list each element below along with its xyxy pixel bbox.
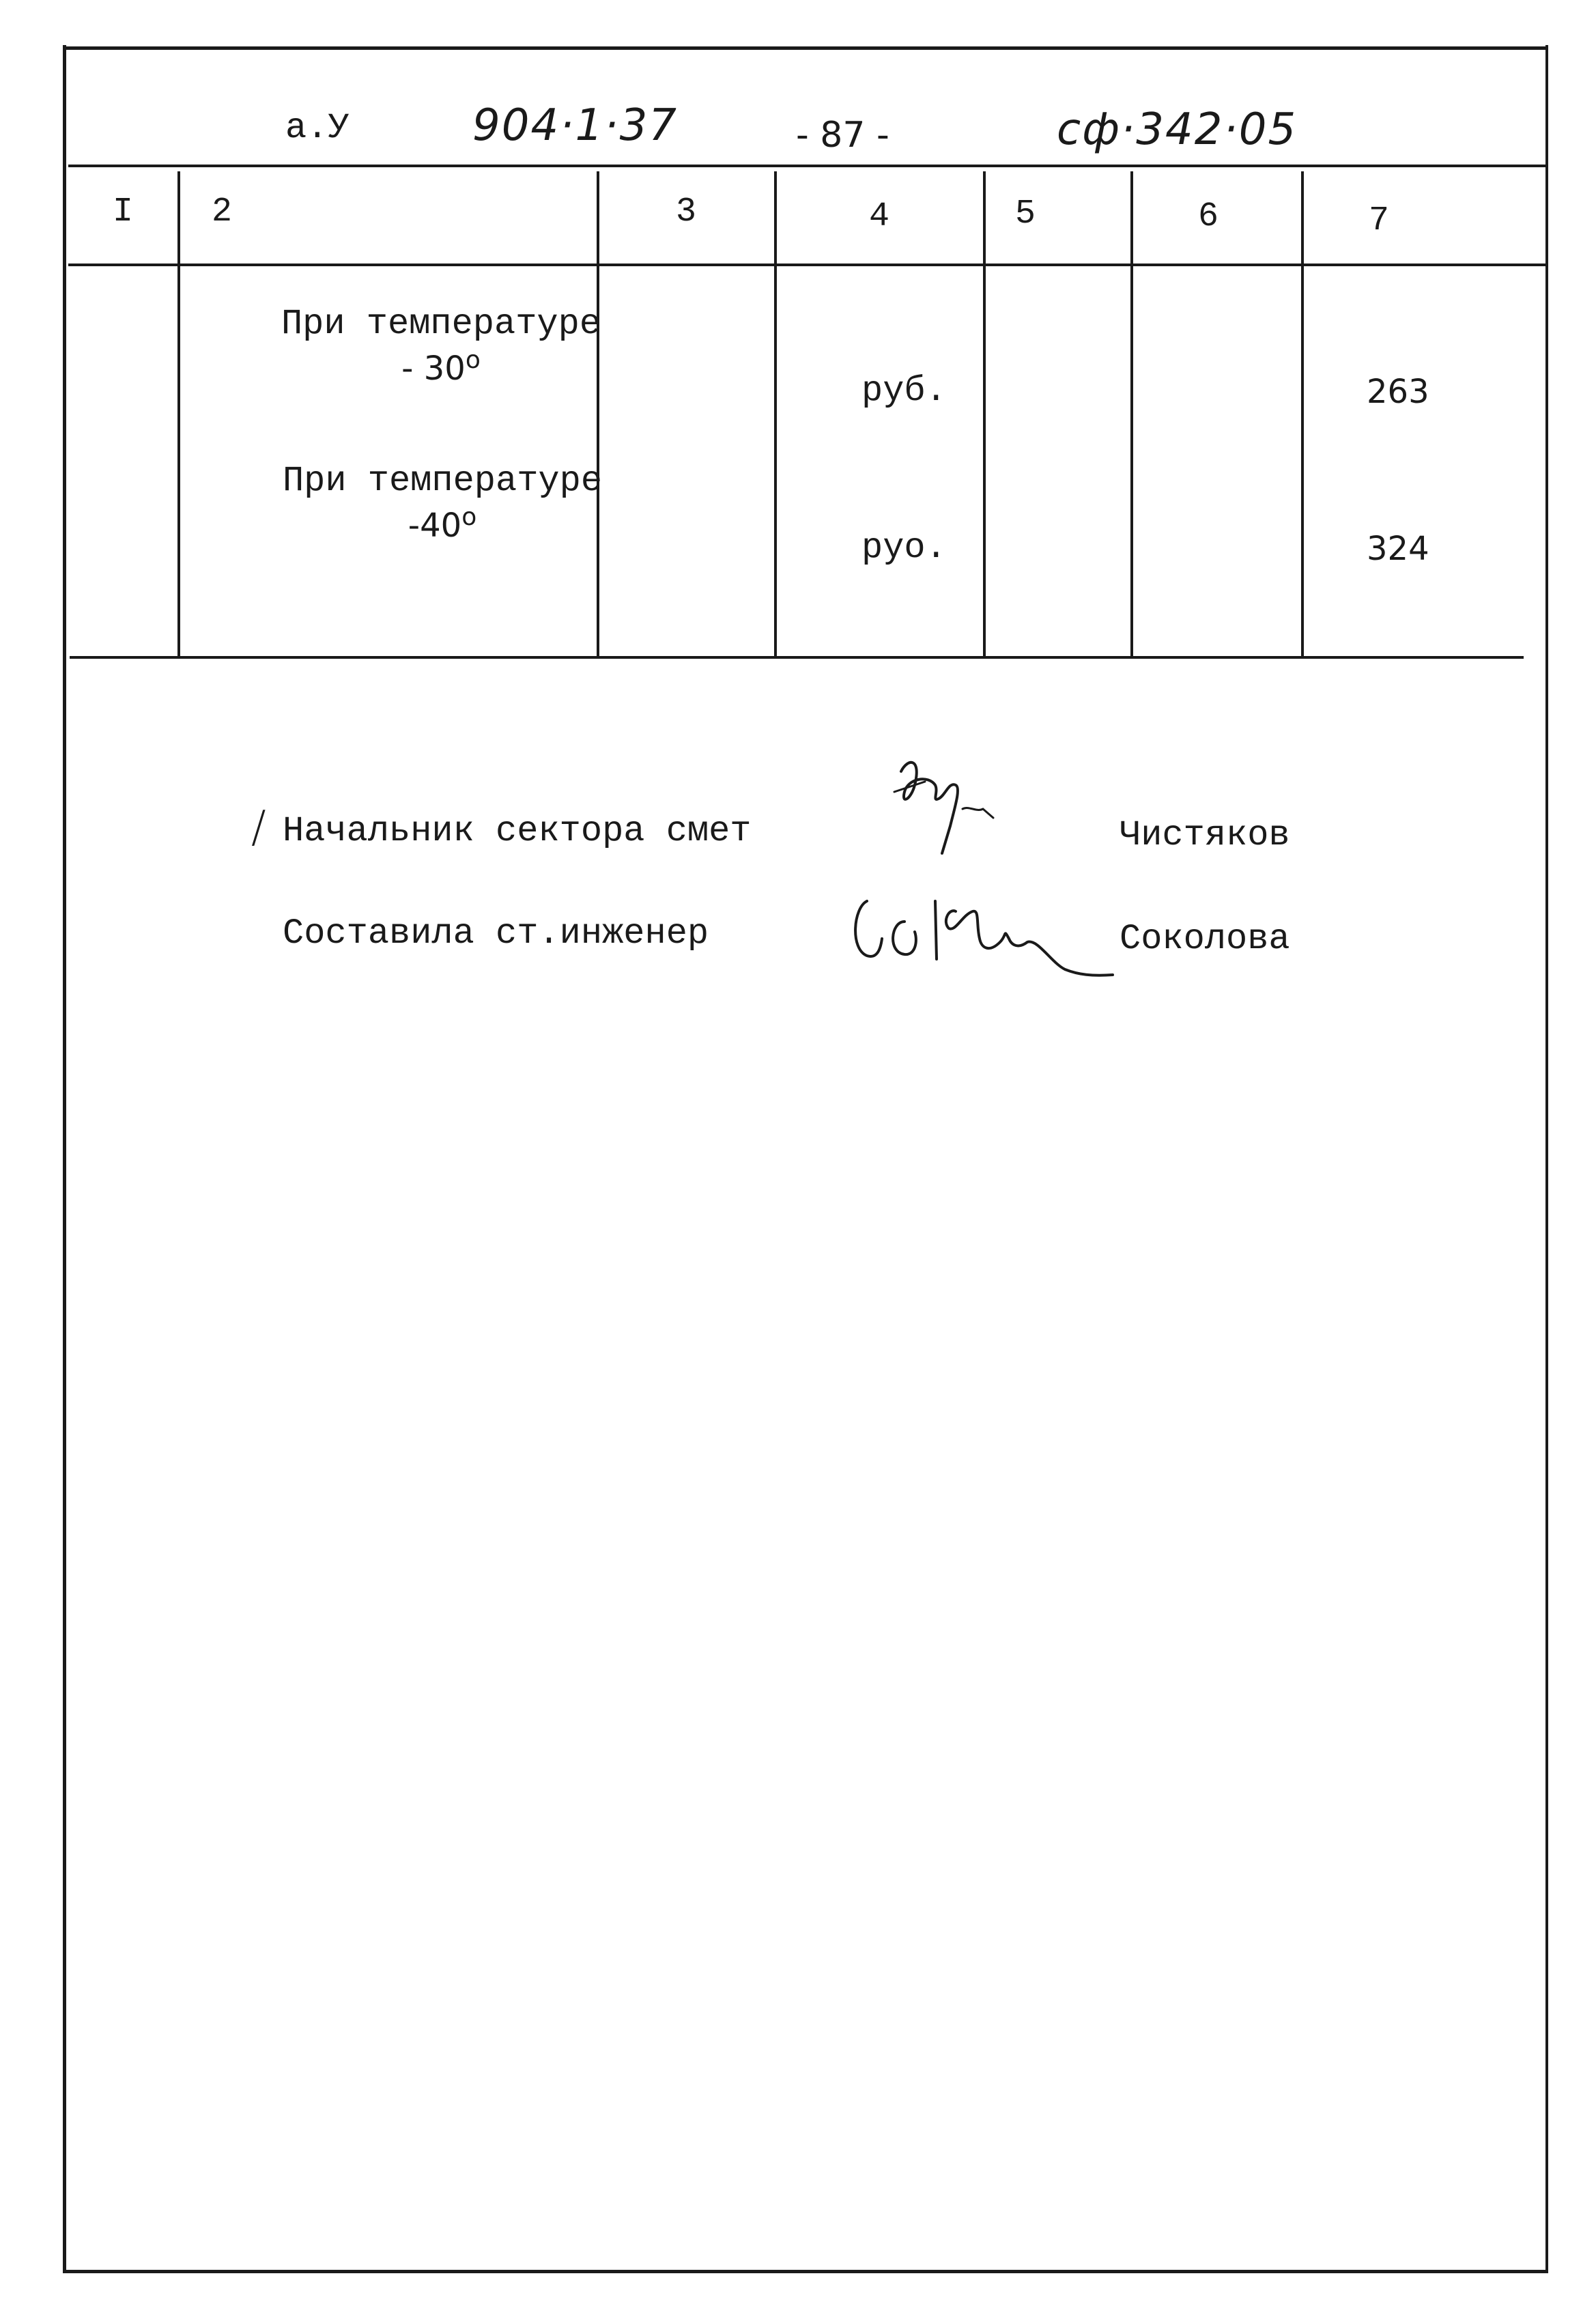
signer-role-2: Составила ст.инженер [283, 913, 709, 954]
signer-name-1: Чистяков [1120, 815, 1290, 855]
table-row-1-description [236, 302, 646, 389]
table-row-1-value: 263 [1367, 373, 1429, 411]
table-bottom-rule [70, 656, 1524, 659]
column-divider-5 [1130, 171, 1133, 657]
column-number-1: I [112, 193, 133, 231]
signature-1-image [874, 744, 1031, 867]
signer-role-1: Начальник сектора смет [283, 811, 752, 851]
column-number-4: 4 [868, 197, 889, 236]
column-divider-6 [1301, 171, 1304, 657]
row-2-description-line-1: При температуре [282, 461, 603, 501]
column-number-7: 7 [1368, 201, 1389, 240]
page-number: - 87 - [796, 115, 889, 156]
table-row-2-value: 324 [1367, 530, 1429, 568]
estimate-table [68, 165, 1548, 659]
table-row-2-unit: руо. [861, 528, 947, 568]
row-1-degree: o [465, 346, 481, 375]
column-divider-2 [597, 171, 599, 657]
series-code: а.У [285, 108, 350, 148]
row-2-temperature: -40 [408, 507, 462, 545]
column-number-2: 2 [212, 193, 233, 231]
table-row-2-description [238, 459, 647, 546]
signer-name-2: Соколова [1120, 919, 1290, 959]
album-code: сф·342·05 [1057, 104, 1298, 155]
row-2-degree: o [461, 503, 477, 532]
column-number-6: 6 [1197, 197, 1219, 236]
row-1-description-line-1: При температуре [281, 304, 601, 344]
table-row-1-unit: руб. [861, 371, 947, 411]
frame-top-border [63, 46, 1548, 50]
column-number-3: 3 [675, 193, 696, 231]
column-divider-3 [774, 171, 777, 657]
column-number-5: 5 [1014, 195, 1036, 233]
project-number: 904·1·37 [472, 100, 678, 151]
approval-mark: / [251, 802, 266, 853]
row-1-temperature: - 30 [401, 350, 466, 388]
signature-2-image [840, 874, 1126, 1010]
row-1-description-line-2 [236, 345, 646, 389]
column-header-divider [68, 264, 1548, 266]
column-divider-4 [983, 171, 986, 657]
row-2-description-line-2 [238, 502, 647, 546]
column-divider-1 [177, 171, 180, 657]
